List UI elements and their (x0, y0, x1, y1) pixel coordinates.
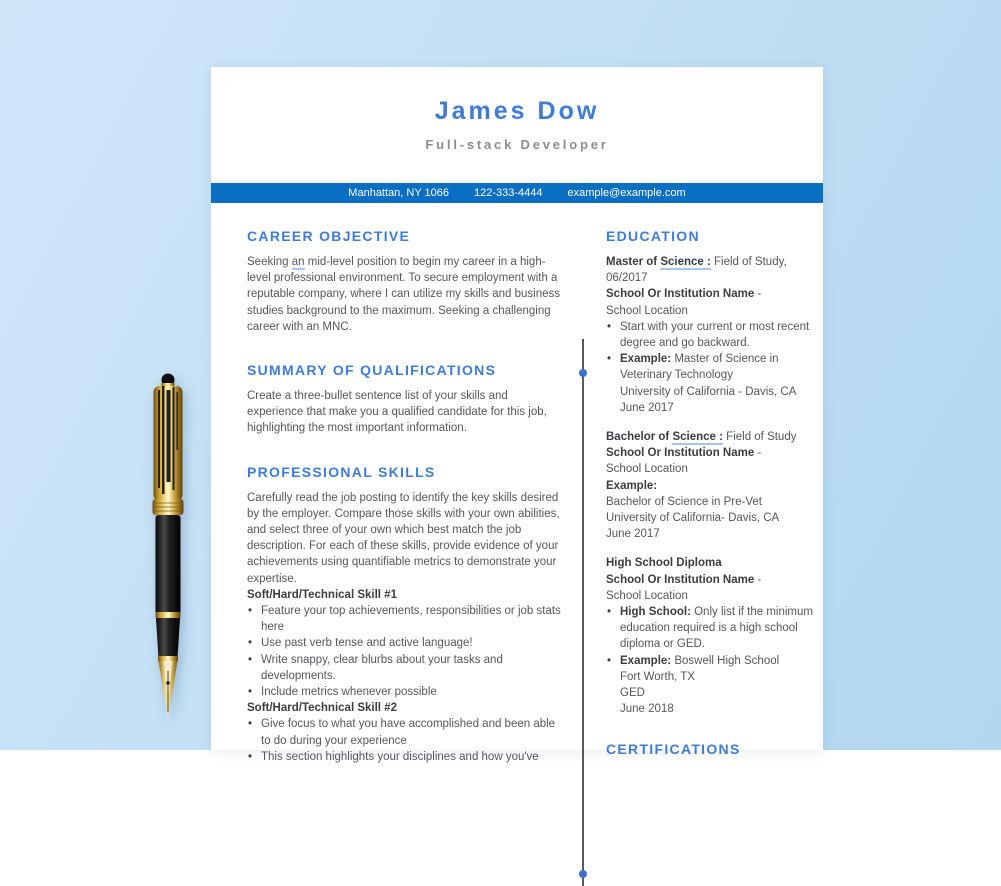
example-line: Bachelor of Science in Pre-Vet (606, 495, 762, 508)
skill-title-2: Soft/Hard/Technical Skill #2 (247, 702, 397, 715)
education-divider-dot (579, 369, 587, 377)
contact-phone: 122-333-4444 (474, 187, 543, 199)
candidate-job-title: Full-stack Developer (425, 137, 609, 152)
bullet-label: Example: (606, 479, 658, 492)
contact-location: Manhattan, NY 1066 (348, 187, 449, 199)
candidate-name: James Dow (434, 97, 600, 125)
bullet-line: Fort Worth, TX (620, 670, 695, 683)
bullet-line: University of California - Davis, CA (620, 385, 797, 398)
summary-heading: SUMMARY OF QUALIFICATIONS (247, 362, 497, 379)
bullet-label: Example: (620, 654, 672, 667)
bullet-text: Only list if the minimum education required is a high school diploma or GED. (620, 606, 813, 651)
certifications-heading: CERTIFICATIONS (606, 741, 741, 758)
degree-rest: Field of Study (722, 431, 797, 444)
list-item (620, 351, 822, 416)
section-career-objective (247, 228, 567, 335)
example-label (606, 478, 822, 494)
bullet-text: Master of Science in Veterinary Technology (620, 353, 779, 382)
list-item (620, 604, 822, 653)
fountain-pen-illustration (148, 371, 188, 723)
list-item (620, 653, 822, 718)
career-objective-heading: CAREER OBJECTIVE (247, 228, 411, 244)
list-item: • Feature your top achievements, responsibilities or job stats here (261, 603, 567, 635)
career-objective-text (247, 254, 567, 335)
grammar-underlined-word: Science : (672, 431, 723, 444)
skill-title-1: Soft/Hard/Technical Skill #1 (247, 588, 397, 601)
school-name: School Or Institution Name (606, 573, 755, 586)
list-item: • Include metrics whenever possible (261, 684, 567, 700)
bullet-text: Boswell High School (671, 654, 780, 667)
objective-text-rest: mid-level position to begin my career in a high-level professional environment. To secure employment with a reputable company, where I can utilize my skills and business studies background to the maximum. Seeking a challenging career with an MNC. (247, 256, 560, 333)
section-summary (247, 362, 567, 437)
school-location: School Location (606, 304, 688, 317)
degree-line (606, 555, 822, 571)
bullet-line: June 2018 (620, 703, 674, 716)
degree-bold: High School Diploma (606, 557, 722, 570)
certifications-divider-dot (579, 870, 587, 878)
resume-body (211, 203, 823, 792)
objective-text-pre: Seeking (247, 256, 292, 268)
summary-text: Create a three-bullet sentence list of your skills and experience that make you a qualified candidate for this job, highlighting the most important information. (247, 390, 547, 435)
list-item: • Write snappy, clear blurbs about your tasks and developments. (261, 652, 567, 684)
education-entry-master (606, 254, 822, 416)
degree-line (606, 254, 822, 286)
bullet-line: June 2017 (620, 401, 674, 414)
school-line (606, 572, 822, 588)
bullet-line: GED (620, 687, 645, 700)
grammar-underlined-word: an (291, 256, 305, 268)
education-entry-bachelor (606, 429, 822, 542)
highschool-bullet-list (606, 604, 822, 717)
grammar-underlined-word: Science : (660, 256, 711, 268)
skill1-bullet-list (247, 603, 567, 700)
degree-bold: Master of (606, 256, 661, 268)
resume-page (211, 67, 823, 763)
school-separator: - (754, 447, 762, 460)
school-separator: - (754, 288, 762, 301)
skills-heading: PROFESSIONAL SKILLS (247, 463, 436, 480)
skill2-bullet-list (247, 716, 567, 765)
school-name: School Or Institution Name (606, 288, 755, 301)
school-line (606, 286, 822, 302)
school-name: School Or Institution Name (606, 447, 755, 460)
section-professional-skills (247, 464, 567, 765)
education-entry-highschool (606, 555, 822, 717)
school-line (606, 445, 822, 461)
list-item: • Give focus to what you have accomplished and been able to do during your experience (261, 716, 567, 748)
education-heading: EDUCATION (606, 228, 700, 244)
degree-bold: Bachelor of (606, 431, 673, 444)
bullet-label: Example: (620, 353, 672, 366)
right-column (606, 228, 822, 792)
section-certifications (606, 741, 822, 757)
contact-email: example@example.com (567, 187, 686, 199)
school-separator: - (754, 573, 762, 586)
example-line: June 2017 (606, 528, 660, 541)
master-bullet-list (606, 319, 822, 416)
list-item: • Start with your current or most recent degree and go backward. (620, 319, 822, 351)
column-divider (582, 339, 584, 886)
school-location: School Location (606, 463, 688, 476)
school-location: School Location (606, 589, 688, 602)
list-item: • This section highlights your disciplines and how you've (261, 749, 567, 765)
contact-bar (211, 183, 823, 203)
list-item: • Use past verb tense and active language! (261, 635, 567, 651)
bullet-label: High School: (620, 606, 691, 619)
degree-rest: Field of Study, 06/2017 (606, 256, 787, 285)
example-line: University of California- Davis, CA (606, 512, 780, 525)
degree-line (606, 429, 822, 445)
section-education (606, 228, 822, 717)
skills-intro: Carefully read the job posting to identify the key skills desired by the employer. Compare those skills with your own abilities, and select three of your own which best match the job description. For each of these skills, provide evidence of your achievements using quantifiable metrics to demonstrate your expertise. (247, 491, 560, 585)
resume-header (211, 67, 823, 183)
left-column (247, 228, 567, 792)
